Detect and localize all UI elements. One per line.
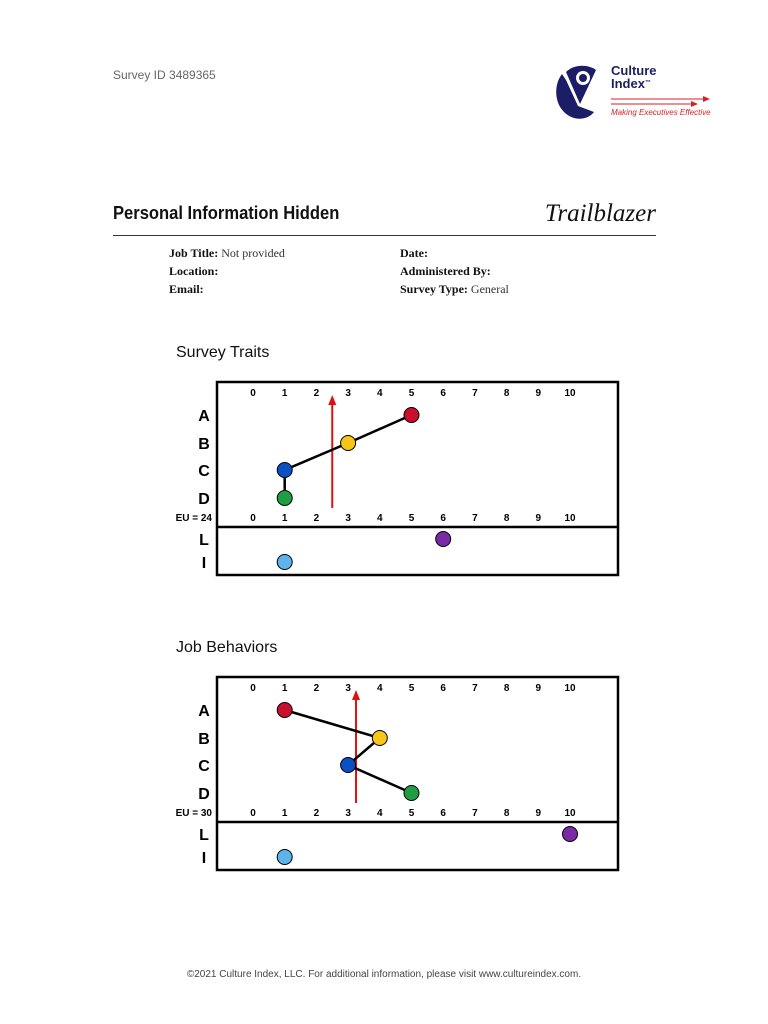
tick-label-top: 6 [440,683,446,694]
tick-label-top: 7 [472,388,478,399]
trait-dot-b [372,731,387,746]
tick-label-top: 2 [313,683,320,694]
header-divider [113,235,656,236]
tick-label-top: 5 [408,683,415,694]
tick-label-mid: 5 [408,808,415,819]
tick-label-top: 9 [535,683,542,694]
tick-label-top: 10 [564,388,576,399]
trait-dot-a [277,703,292,718]
row-label-c: C [198,758,210,775]
location-label: Location: [169,264,219,278]
tick-label-mid: 2 [313,808,320,819]
tick-label-top: 4 [377,388,383,399]
culture-index-logo-icon [552,62,608,122]
tick-label-top: 7 [472,683,478,694]
logo-arrows [611,95,711,109]
tick-label-top: 6 [440,388,446,399]
survey-type-label: Survey Type: [400,282,468,296]
trait-dot-i [277,850,292,865]
logo-line-2: Index [611,76,645,91]
date-field [400,246,428,261]
row-label-b: B [198,436,210,453]
job-title-value: Not provided [221,246,285,260]
tick-label-mid: 6 [440,513,446,524]
tick-label-mid: 10 [564,808,576,819]
row-label-b: B [198,731,210,748]
trait-dot-d [404,786,419,801]
tick-label-top: 4 [377,683,383,694]
tick-label-mid: 7 [472,513,478,524]
survey-traits-chart [160,374,630,584]
tick-label-mid: 3 [345,808,351,819]
tick-label-mid: 8 [503,808,510,819]
logo-tm: ™ [644,80,651,86]
tick-label-mid: 9 [535,808,542,819]
tick-label-top: 9 [535,388,542,399]
row-label-d: D [198,491,210,508]
logo-tagline: Making Executives Effective [611,108,711,117]
tick-label-top: 1 [281,388,288,399]
footer-copyright: ©2021 Culture Index, LLC. For additional information, please visit www.cultureindex.com. [186,969,582,980]
job-title-field [169,246,285,261]
job-behaviors-title: Job Behaviors [176,639,278,656]
tick-label-mid: 5 [408,513,415,524]
tick-label-mid: 3 [345,513,351,524]
tick-label-mid: 7 [472,808,478,819]
chart-frame [217,677,618,870]
survey-type-field [400,282,509,297]
eu-label: EU = 30 [175,808,212,819]
tick-label-top: 0 [250,683,256,694]
tick-label-top: 2 [313,388,320,399]
trait-connector-line [285,415,412,498]
row-label-i: I [201,555,207,572]
row-label-c: C [198,463,210,480]
trait-dot-c [277,463,292,478]
survey-id: Survey ID 3489365 [113,68,216,82]
tick-label-top: 3 [345,683,351,694]
logo-line-1: Culture [611,63,657,78]
trait-dot-l [436,532,451,547]
average-arrow-head [328,395,336,405]
tick-label-top: 10 [564,683,576,694]
tick-label-mid: 4 [377,808,383,819]
tick-label-mid: 6 [440,808,446,819]
trait-dot-a [404,408,419,423]
tick-label-mid: 0 [250,808,256,819]
tick-label-top: 1 [281,683,288,694]
row-label-d: D [198,786,210,803]
culture-index-logo [552,62,712,122]
tick-label-mid: 2 [313,513,320,524]
tick-label-top: 5 [408,388,415,399]
trait-dot-d [277,491,292,506]
logo-wordmark [611,64,657,90]
trait-dot-l [563,827,578,842]
tick-label-mid: 1 [281,513,288,524]
administered-by-label: Administered By: [400,264,491,278]
email-field [169,282,204,297]
trait-dot-i [277,555,292,570]
tick-label-mid: 0 [250,513,256,524]
tick-label-mid: 8 [503,513,510,524]
tick-label-mid: 1 [281,808,288,819]
trait-dot-c [341,758,356,773]
trait-dot-b [341,436,356,451]
eu-label: EU = 24 [175,513,212,524]
row-label-a: A [198,703,210,720]
job-title-label: Job Title: [169,246,219,260]
administered-by-field [400,264,491,279]
date-label: Date: [400,246,428,260]
tick-label-top: 8 [503,388,510,399]
job-behaviors-chart [160,669,630,879]
row-label-l: L [199,532,209,549]
row-label-i: I [201,850,207,867]
survey-traits-title: Survey Traits [176,344,270,361]
tick-label-mid: 10 [564,513,576,524]
tick-label-top: 3 [345,388,351,399]
average-arrow-head [352,690,360,700]
person-name: Personal Information Hidden [113,203,340,223]
survey-type-value: General [470,282,509,296]
email-label: Email: [169,282,204,296]
trait-connector-line [285,710,412,793]
tick-label-mid: 9 [535,513,542,524]
row-label-l: L [199,827,209,844]
tick-label-top: 8 [503,683,510,694]
profile-type: Trailblazer [544,200,656,227]
chart-svg [160,669,630,879]
row-label-a: A [198,408,210,425]
tick-label-top: 0 [250,388,256,399]
location-field [169,264,218,279]
chart-svg [160,374,630,584]
tick-label-mid: 4 [377,513,383,524]
